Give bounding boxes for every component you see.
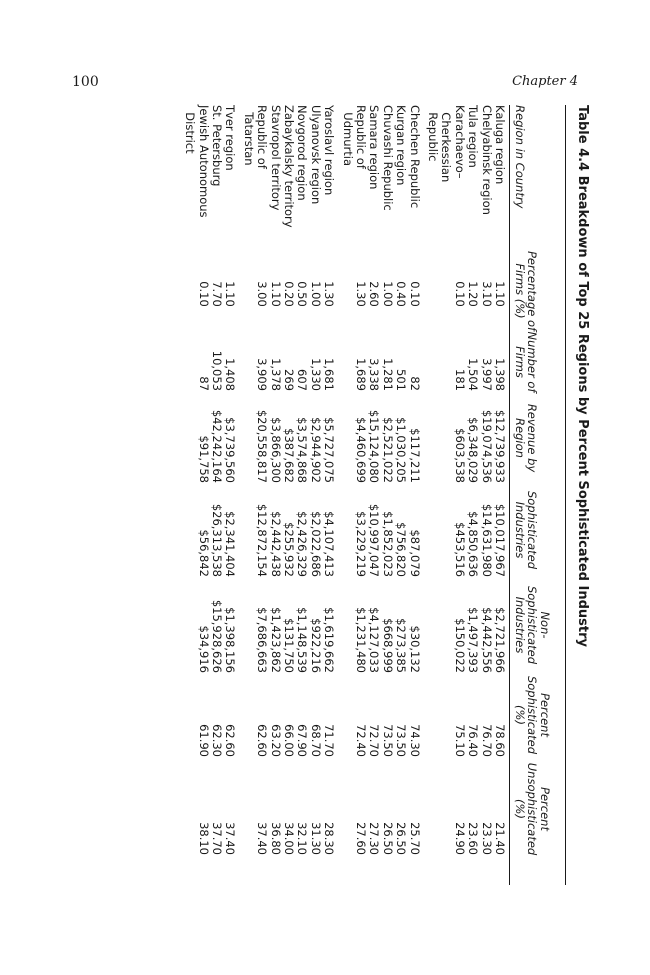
cell-pct-firms: 1.10 [493,281,507,307]
cell-nonsoph: $1,619,662 [322,607,337,673]
cell-pct-soph: 76.70 [479,724,494,757]
cell-pct-soph: 68.70 [308,724,323,757]
hdr-revenue: Revenue by Region [512,403,540,473]
hdr-pct-soph: Percent Sophisticated (%) [512,675,552,755]
hdr-pct-unsoph: Percent Unsophisticated (%) [512,762,552,856]
cell-pct-soph: 73.50 [380,724,395,757]
region-name: Yaroslavl region [322,105,337,196]
cell-pct-unsoph: 34.00 [282,822,296,855]
cell-revenue: $19,074,536 [479,409,494,483]
cell-pct-unsoph: 31.30 [308,822,323,855]
cell-pct-firms: 2.60 [367,281,382,307]
cell-nonsoph: $1,497,393 [466,607,481,673]
page-number: 100 [72,74,99,90]
cell-firms: 1,281 [380,358,395,391]
cell-pct-soph: 71.70 [322,724,337,757]
cell-firms: 3,997 [479,358,494,391]
cell-nonsoph: $273,385 [394,618,409,673]
cell-pct-unsoph: 37.70 [210,822,224,855]
cell-soph: $1,852,023 [380,511,395,577]
cell-pct-unsoph: 36.80 [268,822,283,855]
region-name: St. Petersburg [210,105,224,187]
cell-pct-unsoph: 37.40 [223,822,238,855]
cell-revenue: $117,211 [407,428,422,483]
region-name: Novgorod region [295,105,310,201]
region-name: Tula region [466,105,481,168]
cell-soph: $4,107,413 [322,511,337,577]
cell-firms: 1,689 [354,358,368,391]
cell-soph: $2,442,438 [268,511,283,577]
cell-pct-firms: 0.10 [407,281,422,307]
region-name: Kaluga region [493,105,507,185]
cell-firms: 1,398 [493,358,507,391]
cell-revenue: $387,682 [282,428,296,483]
cell-pct-soph: 74.30 [407,724,422,757]
cell-pct-soph: 61.90 [196,724,211,757]
cell-revenue: $2,944,902 [308,417,323,483]
cell-nonsoph: $15,928,626 [210,599,224,673]
cell-nonsoph: $34,916 [196,625,211,673]
region-name: Chelyabinsk region [479,105,494,215]
cell-revenue: $6,348,029 [466,417,481,483]
cell-revenue: $12,739,933 [493,409,507,483]
cell-pct-soph: 66.00 [282,724,296,757]
cell-pct-firms: 0.20 [282,281,296,307]
cell-firms: 1,681 [322,358,337,391]
cell-pct-soph: 62.60 [223,724,238,757]
cell-soph: $10,997,047 [367,503,382,577]
cell-pct-soph: 75.10 [452,724,467,757]
cell-soph: $12,872,154 [255,503,270,577]
cell-soph: $255,932 [282,522,296,577]
region-name: Jewish Autonomous District [183,105,211,218]
cell-pct-firms: 1.30 [322,281,337,307]
cell-firms: 1,408 [223,358,238,391]
cell-firms: 10,053 [210,350,224,391]
cell-soph: $2,022,686 [308,511,323,577]
cell-nonsoph: $668,999 [380,618,395,673]
region-name: Chuvashi Republic [380,105,395,211]
cell-pct-firms: 1.00 [380,281,395,307]
cell-pct-unsoph: 26.50 [394,822,409,855]
cell-pct-firms: 7.70 [210,281,224,307]
cell-pct-unsoph: 24.90 [452,822,467,855]
cell-pct-soph: 67.90 [295,724,310,757]
cell-pct-unsoph: 32.10 [295,822,310,855]
cell-soph: $26,313,538 [210,503,224,577]
cell-nonsoph: $131,750 [282,618,296,673]
cell-pct-soph: 62.30 [210,724,224,757]
cell-pct-firms: 0.10 [196,281,211,307]
cell-pct-firms: 0.40 [394,281,409,307]
cell-firms: 87 [196,376,211,391]
cell-revenue: $1,030,205 [394,417,409,483]
cell-pct-firms: 0.10 [452,281,467,307]
cell-pct-firms: 1.10 [268,281,283,307]
cell-firms: 1,330 [308,358,323,391]
cell-nonsoph: $1,148,539 [295,607,310,673]
cell-pct-soph: 76.40 [466,724,481,757]
cell-firms: 3,909 [255,358,270,391]
region-name: Republic of Tatarstan [241,105,270,169]
cell-pct-unsoph: 28.30 [322,822,337,855]
cell-soph: $87,079 [407,529,422,577]
cell-firms: 1,378 [268,358,283,391]
hdr-nonsoph: Non- Sophisticated Industries [512,585,552,665]
cell-soph: $14,631,980 [479,503,494,577]
cell-soph: $2,341,404 [223,511,238,577]
table-caption: Table 4.4 Breakdown of Top 25 Regions by Percent Sophisticated Industry [575,105,590,648]
cell-pct-firms: 1.30 [354,281,368,307]
region-name: Stavropol territory [268,105,283,211]
cell-nonsoph: $922,216 [308,618,323,673]
cell-firms: 269 [282,369,296,391]
cell-soph: $10,017,967 [493,503,507,577]
cell-pct-unsoph: 23.60 [466,822,481,855]
cell-revenue: $5,727,075 [322,417,337,483]
cell-pct-soph: 63.20 [268,724,283,757]
cell-pct-firms: 1.20 [466,281,481,307]
cell-soph: $56,842 [196,529,211,577]
cell-revenue: $603,538 [452,428,467,483]
cell-firms: 607 [295,369,310,391]
region-name: Samara region [367,105,382,190]
cell-nonsoph: $1,231,480 [354,607,368,673]
running-head: Chapter 4 [512,74,578,89]
cell-pct-soph: 78.60 [493,724,507,757]
cell-pct-soph: 72.40 [354,724,368,757]
hdr-soph: Sophisticated Industries [512,490,540,570]
cell-revenue: $4,460,699 [354,417,368,483]
hdr-pct-firms: Percentage of Firms (%) [512,251,540,332]
region-name: Zabaykalsky territory [282,105,296,228]
cell-pct-unsoph: 27.30 [367,822,382,855]
cell-revenue: $91,758 [196,435,211,483]
cell-firms: 82 [407,376,422,391]
cell-pct-unsoph: 37.40 [255,822,270,855]
cell-soph: $2,426,329 [295,511,310,577]
region-name: Karachaevo– Cherkessian Republic [426,105,467,183]
cell-pct-firms: 1.10 [223,281,238,307]
cell-revenue: $15,124,080 [367,409,382,483]
cell-soph: $3,229,219 [354,511,368,577]
region-name: Tver region [223,105,238,171]
region-name: Republic of Udmurtia [340,105,368,169]
region-name: Ulyanovsk region [308,105,323,205]
cell-firms: 181 [452,369,467,391]
table-header-rule [509,105,510,885]
cell-revenue: $3,739,560 [223,417,238,483]
cell-nonsoph: $1,423,862 [268,607,283,673]
cell-soph: $453,516 [452,522,467,577]
cell-firms: 501 [394,369,409,391]
cell-pct-unsoph: 25.70 [407,822,422,855]
cell-pct-firms: 3.10 [479,281,494,307]
cell-nonsoph: $2,721,966 [493,607,507,673]
table-top-rule [565,105,566,885]
cell-firms: 3,338 [367,358,382,391]
cell-pct-soph: 73.50 [394,724,409,757]
cell-pct-unsoph: 38.10 [196,822,211,855]
cell-nonsoph: $1,398,156 [223,607,238,673]
cell-pct-soph: 72.70 [367,724,382,757]
cell-nonsoph: $4,127,033 [367,607,382,673]
cell-pct-unsoph: 23.30 [479,822,494,855]
hdr-num-firms: Number of Firms [512,331,540,393]
cell-pct-firms: 1.00 [308,281,323,307]
cell-nonsoph: $7,686,663 [255,607,270,673]
hdr-region: Region in Country [512,105,527,209]
cell-revenue: $3,574,868 [295,417,310,483]
cell-nonsoph: $4,442,556 [479,607,494,673]
cell-revenue: $2,521,022 [380,417,395,483]
cell-pct-unsoph: 27.60 [354,822,368,855]
cell-revenue: $3,866,300 [268,417,283,483]
cell-nonsoph: $150,022 [452,618,467,673]
cell-revenue: $20,558,817 [255,409,270,483]
region-name: Chechen Republic [407,105,422,209]
cell-revenue: $42,242,164 [210,409,224,483]
cell-pct-firms: 0.50 [295,281,310,307]
cell-nonsoph: $30,132 [407,625,422,673]
cell-pct-unsoph: 21.40 [493,822,507,855]
cell-soph: $4,850,636 [466,511,481,577]
cell-soph: $756,820 [394,522,409,577]
cell-firms: 1,504 [466,358,481,391]
cell-pct-soph: 62.60 [255,724,270,757]
region-name: Kurgan region [394,105,409,186]
cell-pct-unsoph: 26.50 [380,822,395,855]
cell-pct-firms: 3.00 [255,281,270,307]
rotated-table [70,105,590,885]
